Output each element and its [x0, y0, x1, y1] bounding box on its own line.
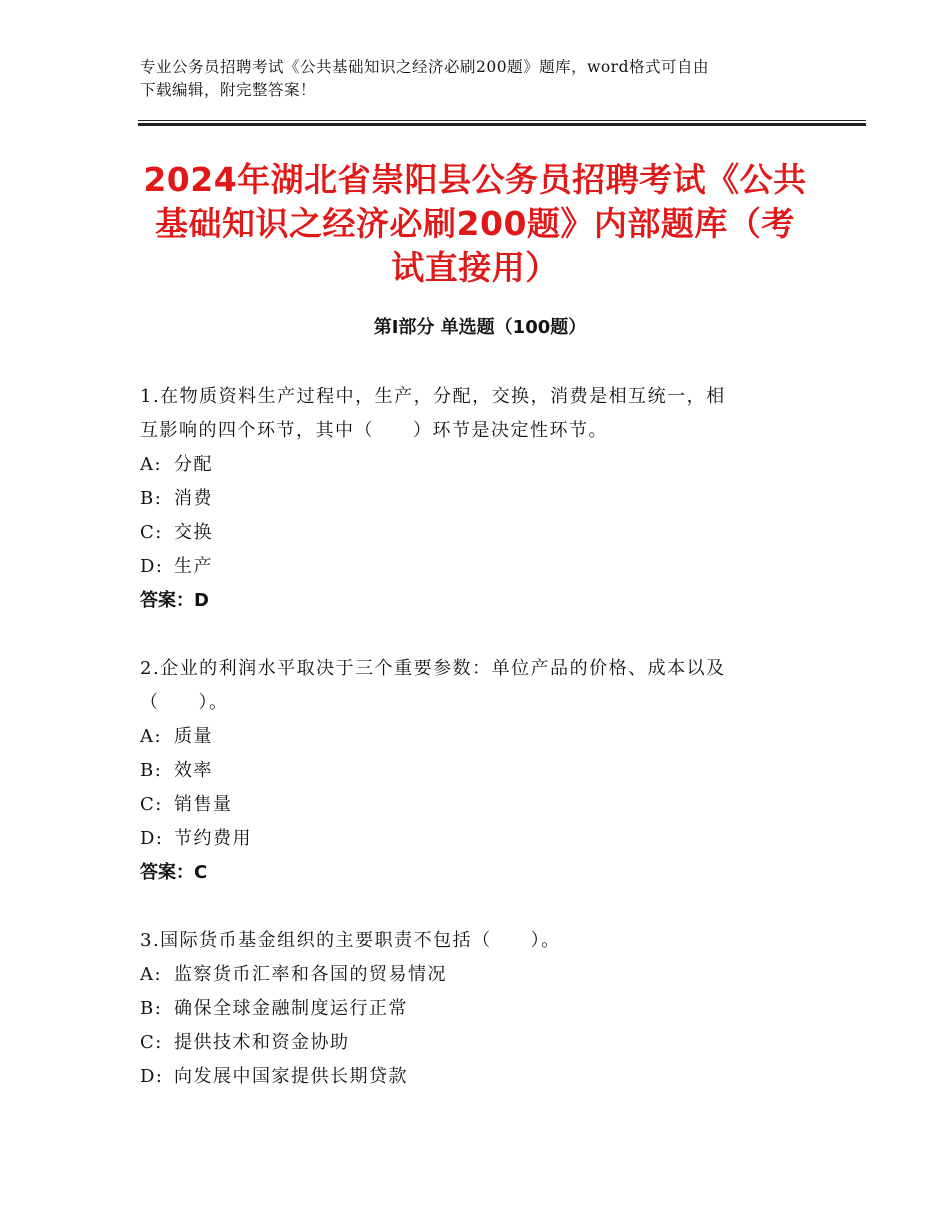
option-b	[140, 992, 800, 1026]
header-note-line-2: 下载编辑，附完整答案！	[140, 81, 317, 99]
header-divider-thick	[138, 123, 866, 126]
option-label: B:	[140, 488, 163, 509]
question-stem	[140, 652, 800, 720]
option-a	[140, 448, 800, 482]
option-label: B:	[140, 760, 163, 781]
option-label: D:	[140, 556, 164, 577]
title-line-3: 试直接用）	[391, 248, 559, 287]
option-d	[140, 550, 800, 584]
question-2	[140, 652, 800, 890]
option-d	[140, 1060, 800, 1094]
option-a	[140, 958, 800, 992]
question-stem-line-2: 互影响的四个环节，其中（ ）环节是决定性环节。	[140, 420, 608, 441]
option-text: 监察货币汇率和各国的贸易情况	[174, 964, 447, 985]
option-text: 交换	[174, 522, 213, 543]
question-stem-line-1: 1.在物质资料生产过程中，生产，分配，交换，消费是相互统一，相	[140, 386, 726, 407]
option-text: 节约费用	[174, 828, 252, 849]
option-label: A:	[140, 964, 163, 985]
option-a	[140, 720, 800, 754]
option-text: 生产	[174, 556, 213, 577]
title-line-1: 2024年湖北省崇阳县公务员招聘考试《公共	[143, 160, 807, 199]
question-stem	[140, 380, 800, 448]
question-stem-line-2: （ ）。	[140, 692, 229, 713]
question-list	[140, 380, 800, 1128]
question-stem-line-1: 3.国际货币基金组织的主要职责不包括（ ）。	[140, 930, 561, 951]
option-b	[140, 482, 800, 516]
option-label: D:	[140, 1066, 164, 1087]
option-label: C:	[140, 1032, 163, 1053]
title-line-2: 基础知识之经济必刷200题》内部题库（考	[155, 204, 795, 243]
option-label: D:	[140, 828, 164, 849]
question-1	[140, 380, 800, 618]
section-title: 第Ⅰ部分 单选题（100题）	[373, 317, 587, 338]
option-text: 效率	[174, 760, 213, 781]
question-stem	[140, 924, 800, 958]
option-label: B:	[140, 998, 163, 1019]
option-text: 向发展中国家提供长期贷款	[174, 1066, 408, 1087]
option-text: 分配	[174, 454, 213, 475]
header-note-line-1: 专业公务员招聘考试《公共基础知识之经济必刷200题》题库，word格式可自由	[140, 58, 710, 76]
option-label: C:	[140, 522, 163, 543]
answer-line: 答案：C	[140, 862, 208, 883]
option-label: A:	[140, 726, 163, 747]
option-text: 销售量	[174, 794, 233, 815]
option-c	[140, 516, 800, 550]
answer-line: 答案：D	[140, 590, 209, 611]
header-note	[140, 56, 820, 102]
question-3	[140, 924, 800, 1094]
option-label: A:	[140, 454, 163, 475]
option-b	[140, 754, 800, 788]
option-d	[140, 822, 800, 856]
document-title	[130, 158, 820, 290]
option-text: 提供技术和资金协助	[174, 1032, 350, 1053]
option-text: 确保全球金融制度运行正常	[174, 998, 408, 1019]
question-stem-line-1: 2.企业的利润水平取决于三个重要参数：单位产品的价格、成本以及	[140, 658, 726, 679]
option-c	[140, 1026, 800, 1060]
option-text: 质量	[174, 726, 213, 747]
header-divider-thin	[138, 120, 866, 121]
option-c	[140, 788, 800, 822]
option-text: 消费	[174, 488, 213, 509]
option-label: C:	[140, 794, 163, 815]
